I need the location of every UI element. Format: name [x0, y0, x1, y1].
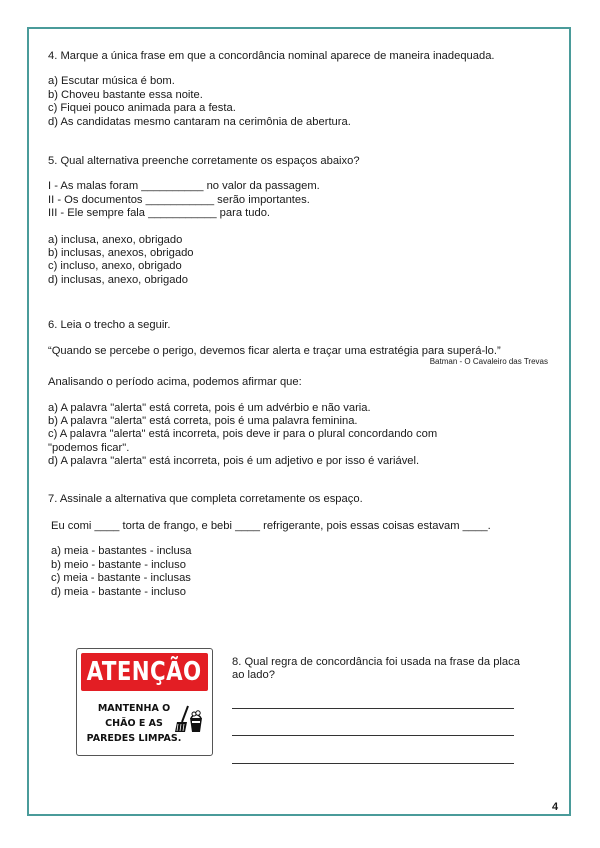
answer-line-3[interactable] — [232, 763, 514, 764]
question-6-options — [48, 402, 548, 469]
warning-sign — [76, 648, 213, 756]
question-5-options — [48, 234, 548, 288]
sentence-3: III - Ele sempre fala ___________ para tudo. — [48, 207, 271, 220]
option-c: c) incluso, anexo, obrigado — [48, 260, 182, 273]
option-d: d) meia - bastante - incluso — [51, 585, 186, 598]
question-8-prompt: 8. Qual regra de concordância foi usada na frase da placa ao lado? — [232, 656, 520, 682]
option-a: a) A palavra "alerta" está correta, pois é um advérbio e não varia. — [48, 401, 371, 414]
option-a: a) inclusa, anexo, obrigado — [48, 233, 183, 246]
quote-credit: Batman - O Cavaleiro das Trevas — [429, 357, 548, 367]
option-c-continued: "podemos ficar". — [48, 441, 130, 454]
question-7-prompt: 7. Assinale a alternativa que completa corretamente os espaço. — [48, 492, 363, 505]
option-b: b) Choveu bastante essa noite. — [48, 88, 203, 101]
option-b: b) inclusas, anexos, obrigado — [48, 247, 194, 260]
option-c: c) meia - bastante - inclusas — [51, 572, 191, 585]
question-5-sentences — [48, 180, 548, 220]
question-7-options — [51, 545, 548, 599]
question-6-quote: “Quando se percebe o perigo, devemos ficar alerta e traçar uma estratégia para superá-lo.” — [48, 344, 501, 357]
option-b: b) meio - bastante - incluso — [51, 558, 186, 571]
answer-line-2[interactable] — [232, 735, 514, 736]
question-4-options — [48, 75, 548, 129]
question-6-lead: Analisando o período acima, podemos afirmar que: — [48, 376, 302, 389]
sentence-1: I - As malas foram __________ no valor da passagem. — [48, 180, 320, 193]
answer-line-1[interactable] — [232, 708, 514, 709]
option-a: a) Escutar música é bom. — [48, 75, 175, 88]
question-6 — [48, 319, 548, 468]
question-5-prompt: 5. Qual alternativa preenche corretamente os espaços abaixo? — [48, 155, 360, 168]
sign-line-2: CHÃO E AS — [105, 718, 163, 729]
sentence-2: II - Os documentos ___________ serão importantes. — [48, 193, 310, 206]
worksheet-content — [48, 50, 548, 599]
option-a: a) meia - bastantes - inclusa — [51, 545, 192, 558]
question-4-prompt: 4. Marque a única frase em que a concordância nominal aparece de maneira inadequada. — [48, 50, 495, 62]
question-7-sentence: Eu comi ____ torta de frango, e bebi ____ refrigerante, pois essas coisas estavam ____. — [51, 519, 491, 532]
option-d: d) A palavra "alerta" está incorreta, pois é um adjetivo e por isso é variável. — [48, 455, 420, 468]
page-number: 4 — [552, 801, 559, 813]
sign-line-1: MANTENHA O — [97, 703, 171, 714]
question-5 — [48, 155, 548, 287]
option-b: b) A palavra "alerta" está correta, pois é uma palavra feminina. — [48, 414, 358, 427]
sign-line-3: PAREDES LIMPAS. — [86, 733, 182, 744]
question-4 — [48, 50, 548, 129]
sign-body — [85, 701, 183, 746]
sign-header — [81, 653, 208, 691]
question-7 — [48, 493, 548, 599]
option-c: c) A palavra "alerta" está incorreta, pois deve ir para o plural concordando com — [48, 428, 438, 441]
sign-header-text: ATENÇÃO — [87, 657, 202, 687]
question-6-prompt: 6. Leia o trecho a seguir. — [48, 319, 171, 332]
option-d: d) As candidatas mesmo cantaram na cerimônia de abertura. — [48, 115, 351, 128]
option-c: c) Fiquei pouco animada para a festa. — [48, 102, 236, 115]
broom-bucket-icon — [173, 703, 205, 735]
option-d: d) inclusas, anexo, obrigado — [48, 273, 188, 286]
